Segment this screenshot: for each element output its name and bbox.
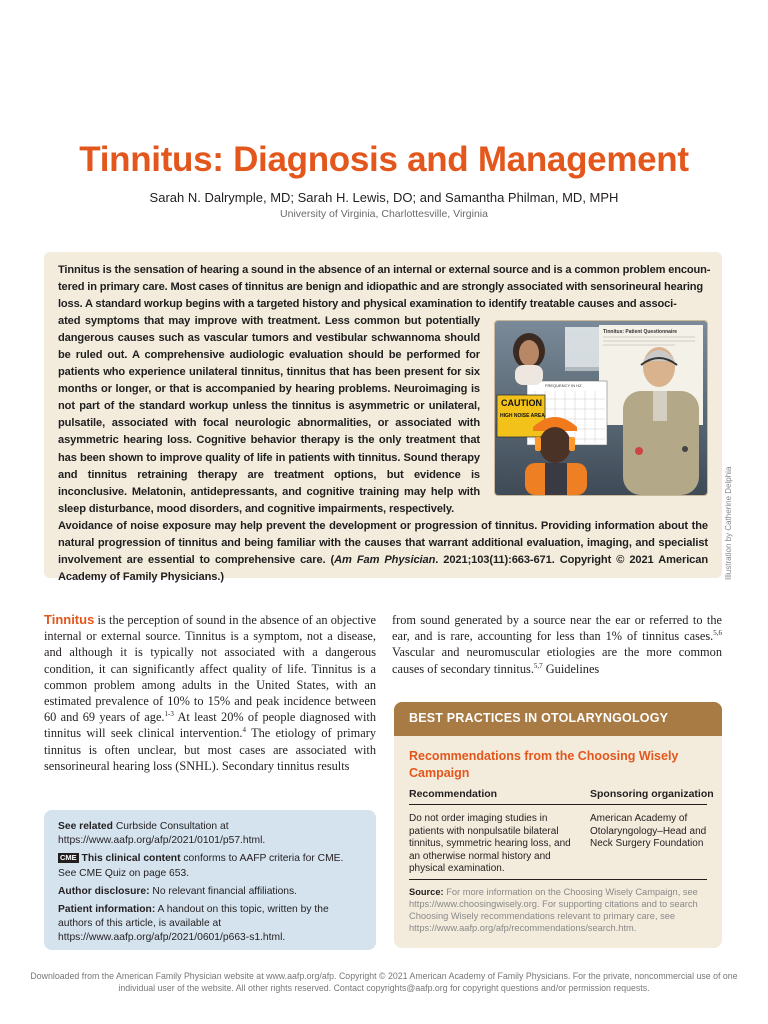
source-text[interactable]: For more information on the Choosing Wisely Campaign, see https://www.choosingwisely.org. For supporting citations and to search Choosing Wisely recommendations relevant to primary care, see https://www.aafp.org/afp/recommendations/search.htm.	[409, 887, 698, 933]
ref-sup-2: 4	[242, 726, 246, 735]
best-practices-subtitle: Recommendations from the Choosing Wisely Campaign	[409, 749, 679, 780]
ref-sup-3: 5,6	[713, 629, 722, 638]
questionnaire-title: Tinnitus: Patient Questionnaire	[603, 329, 678, 335]
recommendation-cell: Do not order imaging studies in patients with nonpulsatile bilateral tinnitus, symmetric hearing loss, and an otherwise normal history and physical examination.	[409, 813, 571, 874]
related-info-content	[58, 820, 364, 950]
patient-info-label: Patient information:	[58, 904, 156, 916]
related-info-box	[44, 810, 376, 950]
source-label: Source:	[409, 887, 444, 897]
article-affiliation: University of Virginia, Charlottesville, Virginia	[280, 208, 488, 220]
cme-note	[58, 852, 364, 880]
illustration-svg	[495, 321, 707, 495]
abstract-full-text: Avoidance of noise exposure may help prevent the development or progression of tinnitus. Providing information about the natural progression of tinnitus and being familiar with the causes that warrant additional evaluation, imaging, and specialist involvement are essential to comprehensive care. (	[58, 519, 708, 566]
ref-sup-1: 1-3	[164, 710, 174, 719]
abstract-line-1: Tinnitus is the sensation of hearing a sound in the absence of an internal or external source and is a common problem encoun-	[58, 264, 711, 276]
disclosure-text: No relevant financial affiliations.	[149, 885, 298, 897]
article-authors: Sarah N. Dalrymple, MD; Sarah H. Lewis, DO; and Samantha Philman, MD, MPH	[149, 190, 619, 205]
cme-label: This clinical content	[78, 853, 181, 865]
disclosure-label: Author disclosure:	[58, 885, 150, 897]
patient-info-link[interactable]: A handout on this topic, written by the authors of this article, is available at https://www.aafp.org/afp/2021/0601/p663-s1.html.	[58, 904, 329, 944]
cme-badge: CME	[60, 853, 77, 863]
body-col2-text2: Vascular and neuromuscular etiologies are the more common causes of secondary tinnitus.	[392, 645, 722, 676]
body-col1-text3: The etiology of primary tinnitus is often unclear, but most cases are associated with sensorineural hearing loss (SNHL). Secondary tinnitus results	[44, 726, 377, 773]
lead-word: Tinnitus	[44, 612, 95, 627]
see-related	[58, 820, 364, 848]
ref-sup-4: 5,7	[533, 661, 543, 670]
audiogram-label: FREQUENCY IN HZ	[545, 383, 582, 388]
tinnitus-illustration	[494, 320, 708, 496]
abstract-citation-rest: . 2021;103(11):663-671. Copyright © 2021 American Academy of Family Physicians.)	[58, 553, 708, 583]
patient-information	[58, 903, 364, 946]
caution-text: HIGH NOISE AREA	[500, 413, 545, 419]
best-practices-header	[394, 702, 722, 736]
abstract-line-3: loss. A standard workup begins with a targeted history and physical examination to identify treatable causes and associ-	[58, 298, 677, 311]
table-rule-top	[409, 804, 707, 805]
table-rule-bottom	[409, 879, 707, 880]
body-col2-text3: Guidelines	[542, 661, 600, 676]
see-related-label: See related	[58, 821, 113, 832]
abstract-full	[58, 518, 708, 586]
body-col1-text: is the perception of sound in the absence of an objective internal or external source. Tinnitus is a symptom, not a disease, and although it is typically not associated with a dangerous condition, it can significantly affect quality of life. Tinnitus is a common problem among adults in the United States, with an estimated prevalence of 10% to 15% and peak incidence between 60 and 69 years of age.	[44, 613, 376, 725]
woman-figure	[513, 333, 545, 385]
article-title: Tinnitus: Diagnosis and Management	[79, 140, 689, 179]
body-col1-text2: At least 20% of people diagnosed with tinnitus will seek clinical intervention.	[44, 710, 376, 741]
author-disclosure	[58, 885, 364, 899]
illustration-credit: Illustration by Catherine Delphia	[724, 466, 733, 580]
col-organization-header: Sponsoring organization	[590, 788, 714, 800]
col-recommendation-header: Recommendation	[409, 788, 498, 800]
body-column-1	[44, 612, 376, 774]
page-footer: Downloaded from the American Family Physician website at www.aafp.org/afp. Copyright © 2021 American Academy of Family Physicians. For the private, noncommercial use of one individual user of the website. All other rights reserved. Contact copyrights@aafp.org for copyright questions and/or permission requests.	[30, 971, 738, 993]
organization-cell: American Academy of Otolaryngology–Head and Neck Surgery Foundation	[590, 813, 707, 849]
best-practices-source	[409, 886, 709, 934]
abstract-wrapped: ated symptoms that may improve with treatment. Less common but potentially dangerous causes such as vascular tumors and vestibular schwannoma should be ruled out. A comprehensive audiologic evaluation should be performed for patients who experience unilateral tinnitus, tinnitus that has been present for six months or longer, or that is accompanied by hearing problems. Neuroimaging is not part of the standard workup unless the tinnitus is asymmetric or unilateral, pulsatile, associated with focal neurologic abnormalities, or associated with asymmetric hearing loss. Cognitive behavior therapy is the only treatment that has been shown to improve quality of life in patients with tinnitus. Sound therapy and tinnitus retraining therapy are treatment options, but evidence is inconclusive. Melatonin, antidepressants, and cognitive training may help with sleep disturbance, mood disorders, and cognitive impairments, respectively.	[58, 315, 480, 515]
body-col2-text: from sound generated by a source near the ear or referred to the ear, and is rare, accounting for less than 1% of tinnitus cases.	[392, 613, 722, 644]
see-related-link[interactable]: Curbside Consultation at https://www.aafp.org/afp/2021/0101/p57.html.	[58, 821, 266, 847]
abstract-citation-journal: Am Fam Physician	[334, 553, 436, 566]
cme-text: conforms to AAFP criteria for CME. See CME Quiz on page 653.	[58, 853, 344, 879]
best-practices-box	[394, 702, 722, 948]
body-column-2	[392, 612, 722, 677]
caution-word: CAUTION	[501, 398, 542, 408]
best-practices-title: BEST PRACTICES IN OTOLARYNGOLOGY	[409, 711, 669, 725]
abstract-line-2: tered in primary care. Most cases of tinnitus are benign and idiopathic and are strongly associated with sensorineural hearing	[58, 281, 704, 294]
